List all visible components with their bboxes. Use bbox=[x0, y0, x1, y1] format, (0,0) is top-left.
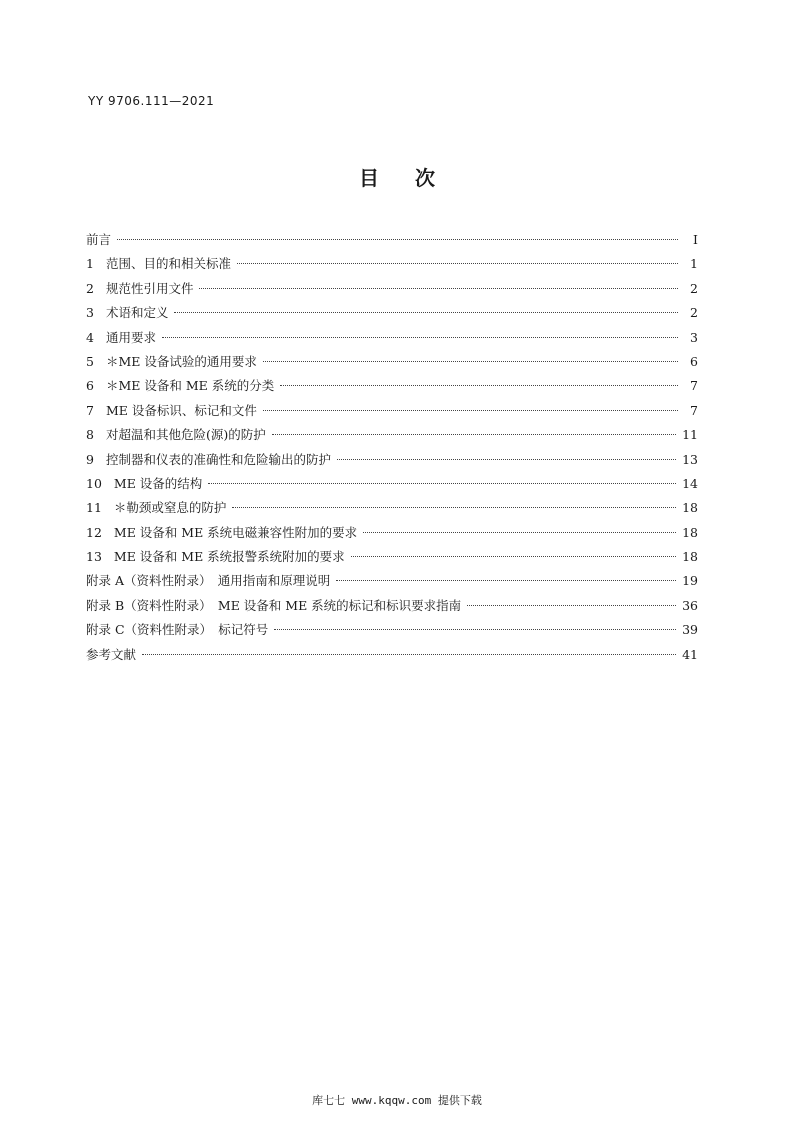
toc-entry[interactable] bbox=[86, 301, 698, 325]
toc-entry-page: 18 bbox=[682, 549, 698, 565]
toc-entry[interactable] bbox=[86, 594, 698, 618]
toc-entry-number: 8 bbox=[86, 427, 94, 443]
document-code: YY 9706.111—2021 bbox=[88, 94, 215, 108]
toc-entry[interactable] bbox=[86, 618, 698, 642]
toc-dot-leader bbox=[208, 483, 676, 484]
toc-dot-leader bbox=[232, 507, 676, 508]
toc-entry-title: 术语和定义 bbox=[105, 305, 169, 321]
toc-entry-page: 41 bbox=[682, 646, 698, 662]
toc-entry[interactable] bbox=[86, 643, 698, 667]
toc-entry-page: 36 bbox=[682, 597, 698, 613]
toc-entry-page: 19 bbox=[682, 573, 698, 589]
toc-entry-page: 18 bbox=[682, 524, 698, 540]
toc-entry-title: 范围、目的和相关标准 bbox=[105, 256, 231, 272]
toc-entry-page: 14 bbox=[682, 475, 698, 491]
toc-entry-title: ＊ME 设备和 ME 系统的分类 bbox=[105, 378, 275, 394]
toc-entry-page: 2 bbox=[690, 305, 698, 321]
toc-entry-title: ME 设备和 ME 系统报警系统附加的要求 bbox=[113, 549, 345, 565]
toc-entry-page: 2 bbox=[690, 280, 698, 296]
toc-dot-leader bbox=[363, 532, 676, 533]
toc-entry-number: 2 bbox=[86, 280, 94, 296]
toc-dot-leader bbox=[263, 361, 678, 362]
toc-entry-page: 11 bbox=[682, 427, 698, 443]
toc-entry-number: 13 bbox=[86, 549, 102, 565]
toc-entry-number: 6 bbox=[86, 378, 94, 394]
toc-entry-title: 前言 bbox=[86, 232, 112, 247]
toc-entry[interactable] bbox=[86, 252, 698, 276]
toc-dot-leader bbox=[272, 434, 676, 435]
title-char-1: 目 bbox=[359, 166, 379, 190]
table-of-contents bbox=[86, 228, 698, 667]
toc-entry-number: 5 bbox=[86, 353, 94, 369]
toc-entry[interactable] bbox=[86, 521, 698, 545]
download-watermark: 库七七 www.kqqw.com 提供下载 bbox=[312, 1094, 482, 1107]
toc-entry[interactable] bbox=[86, 496, 698, 520]
title-char-2: 次 bbox=[415, 166, 435, 190]
toc-dot-leader bbox=[280, 385, 678, 386]
toc-entry-number: 10 bbox=[86, 475, 102, 491]
toc-entry-number: 11 bbox=[86, 500, 102, 516]
toc-entry-page: I bbox=[693, 232, 698, 247]
toc-entry[interactable] bbox=[86, 472, 698, 496]
toc-entry-title: ME 设备的结构 bbox=[113, 475, 203, 491]
toc-entry-title: 对超温和其他危险(源)的防护 bbox=[105, 427, 266, 443]
toc-dot-leader bbox=[117, 239, 678, 240]
toc-entry-number: 1 bbox=[86, 256, 94, 272]
toc-entry-page: 3 bbox=[690, 329, 698, 345]
toc-entry-title: 控制器和仪表的准确性和危险输出的防护 bbox=[105, 451, 331, 467]
toc-entry[interactable] bbox=[86, 326, 698, 350]
toc-entry-number: 7 bbox=[86, 402, 94, 418]
toc-entry-page: 18 bbox=[682, 500, 698, 516]
toc-entry-title: 附录 B（资料性附录） ME 设备和 ME 系统的标记和标识要求指南 bbox=[86, 597, 462, 613]
toc-dot-leader bbox=[351, 556, 676, 557]
toc-entry-page: 6 bbox=[690, 353, 698, 369]
toc-dot-leader bbox=[467, 605, 676, 606]
toc-entry-page: 7 bbox=[690, 378, 698, 394]
toc-entry-page: 13 bbox=[682, 451, 698, 467]
toc-entry-title: 附录 A（资料性附录） 通用指南和原理说明 bbox=[86, 573, 331, 589]
toc-entry[interactable] bbox=[86, 569, 698, 593]
toc-entry-title: ME 设备和 ME 系统电磁兼容性附加的要求 bbox=[113, 524, 358, 540]
toc-dot-leader bbox=[263, 410, 678, 411]
toc-dot-leader bbox=[337, 459, 676, 460]
toc-entry-number: 9 bbox=[86, 451, 94, 467]
toc-entry-title: ＊ME 设备试验的通用要求 bbox=[105, 353, 257, 369]
toc-dot-leader bbox=[199, 288, 678, 289]
toc-entry-title: ME 设备标识、标记和文件 bbox=[105, 402, 257, 418]
toc-entry[interactable] bbox=[86, 374, 698, 398]
toc-entry-number: 12 bbox=[86, 524, 102, 540]
toc-dot-leader bbox=[274, 629, 676, 630]
toc-dot-leader bbox=[162, 337, 678, 338]
toc-entry-page: 7 bbox=[690, 402, 698, 418]
toc-entry[interactable] bbox=[86, 448, 698, 472]
toc-entry[interactable] bbox=[86, 228, 698, 252]
toc-entry-page: 1 bbox=[690, 256, 698, 272]
toc-dot-leader bbox=[237, 263, 678, 264]
toc-dot-leader bbox=[174, 312, 678, 313]
toc-entry[interactable] bbox=[86, 277, 698, 301]
toc-entry-title: 参考文献 bbox=[86, 646, 137, 662]
toc-entry-number: 4 bbox=[86, 329, 94, 345]
toc-entry-title: 通用要求 bbox=[105, 329, 156, 345]
toc-entry[interactable] bbox=[86, 399, 698, 423]
toc-entry-page: 39 bbox=[682, 622, 698, 638]
toc-entry[interactable] bbox=[86, 350, 698, 374]
toc-entry[interactable] bbox=[86, 545, 698, 569]
toc-entry[interactable] bbox=[86, 423, 698, 447]
page-title bbox=[0, 162, 794, 191]
toc-entry-title: 规范性引用文件 bbox=[105, 280, 194, 296]
toc-dot-leader bbox=[336, 580, 676, 581]
toc-entry-title: ＊勒颈或窒息的防护 bbox=[113, 500, 227, 516]
toc-entry-title: 附录 C（资料性附录） 标记符号 bbox=[86, 622, 269, 638]
toc-entry-number: 3 bbox=[86, 305, 94, 321]
toc-dot-leader bbox=[142, 654, 676, 655]
